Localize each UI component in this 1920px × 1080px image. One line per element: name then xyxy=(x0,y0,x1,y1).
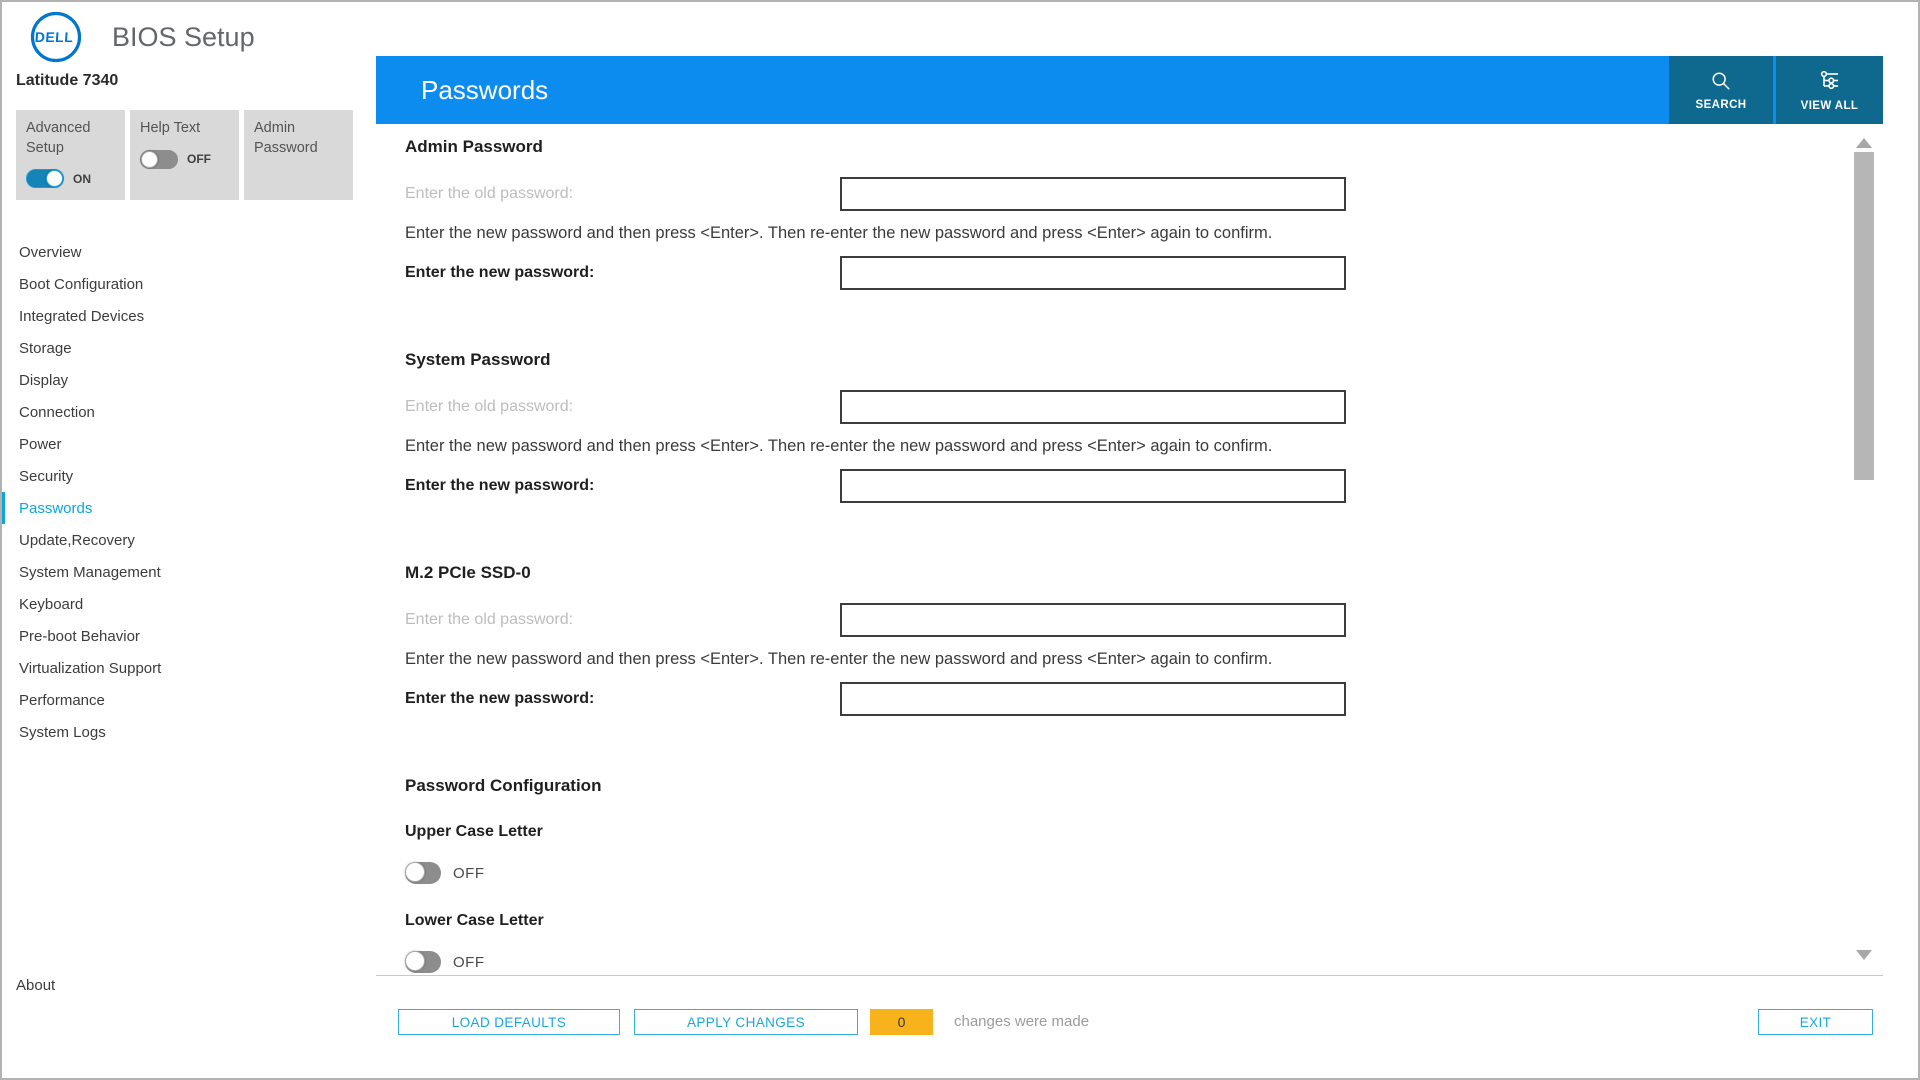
apply-changes-button[interactable]: APPLY CHANGES xyxy=(634,1009,858,1035)
section-title: Admin Password xyxy=(405,137,543,156)
help-text-label: Help Text xyxy=(140,120,201,136)
page-title: Passwords xyxy=(421,74,549,105)
search-button-label: SEARCH xyxy=(1695,98,1747,111)
password-configuration-section xyxy=(405,776,1883,974)
old-password-label: Enter the old password: xyxy=(405,398,574,415)
password-instruction: Enter the new password and then press <Enter>. Then re-enter the new password and press <Enter> again to confirm. xyxy=(405,224,1273,242)
sidebar-item-virtualization-support[interactable]: Virtualization Support xyxy=(19,659,162,677)
toggle-knob xyxy=(405,951,425,971)
sidebar-item-connection[interactable]: Connection xyxy=(19,403,95,421)
upper-case-letter-toggle[interactable] xyxy=(405,862,441,884)
advanced-setup-card xyxy=(16,110,125,200)
about-link[interactable]: About xyxy=(16,977,56,994)
admin-new-password-input[interactable] xyxy=(840,256,1346,290)
scrollbar-thumb[interactable] xyxy=(1854,152,1874,480)
ssd-new-password-input[interactable] xyxy=(840,682,1346,716)
lower-case-letter-toggle[interactable] xyxy=(405,951,441,973)
sidebar-item-keyboard[interactable]: Keyboard xyxy=(19,595,84,613)
load-defaults-button[interactable]: LOAD DEFAULTS xyxy=(398,1009,620,1035)
view-all-button-label: VIEW ALL xyxy=(1800,99,1859,112)
admin-old-password-input[interactable] xyxy=(840,177,1346,211)
sidebar-item-boot-configuration[interactable]: Boot Configuration xyxy=(19,275,144,293)
sidebar-item-system-management[interactable]: System Management xyxy=(19,563,161,581)
scrollbar-down-arrow-icon[interactable] xyxy=(1856,950,1872,960)
admin-password-card[interactable] xyxy=(244,110,353,200)
help-text-card xyxy=(130,110,239,200)
sidebar-item-pre-boot-behavior[interactable]: Pre-boot Behavior xyxy=(19,627,140,645)
sidebar-item-overview[interactable]: Overview xyxy=(19,243,82,261)
lower-case-letter-label: Lower Case Letter xyxy=(405,912,544,929)
sidebar-item-display[interactable]: Display xyxy=(19,371,69,389)
system-password-section xyxy=(405,350,1883,505)
search-button[interactable] xyxy=(1669,56,1773,124)
advanced-setup-state: ON xyxy=(73,171,91,186)
svg-text:DELL: DELL xyxy=(34,29,74,45)
sidebar-item-power[interactable]: Power xyxy=(19,435,62,453)
advanced-setup-label: Advanced Setup xyxy=(26,120,91,156)
changes-count-badge: 0 xyxy=(870,1009,933,1035)
advanced-setup-toggle[interactable] xyxy=(26,169,64,188)
ssd-password-section xyxy=(405,563,1883,718)
scrollbar-up-arrow-icon[interactable] xyxy=(1856,138,1872,148)
password-instruction: Enter the new password and then press <Enter>. Then re-enter the new password and press <Enter> again to confirm. xyxy=(405,437,1273,455)
admin-password-section xyxy=(405,137,1883,292)
ssd-old-password-input[interactable] xyxy=(840,603,1346,637)
sidebar-item-storage[interactable]: Storage xyxy=(19,339,72,357)
toggle-knob xyxy=(405,862,425,882)
model-name: Latitude 7340 xyxy=(16,72,119,89)
section-title: M.2 PCIe SSD-0 xyxy=(405,563,531,582)
exit-button[interactable]: EXIT xyxy=(1758,1009,1873,1035)
old-password-label: Enter the old password: xyxy=(405,611,574,628)
help-text-toggle[interactable] xyxy=(140,150,178,169)
old-password-label: Enter the old password: xyxy=(405,185,574,202)
system-old-password-input[interactable] xyxy=(840,390,1346,424)
section-title: System Password xyxy=(405,350,551,369)
admin-password-card-label: Admin Password xyxy=(254,120,318,156)
upper-case-letter-state: OFF xyxy=(453,864,485,882)
sidebar-item-security[interactable]: Security xyxy=(19,467,74,485)
sidebar-item-update-recovery[interactable]: Update,Recovery xyxy=(19,531,135,549)
quick-settings-cards xyxy=(16,110,353,200)
app-title: BIOS Setup xyxy=(112,22,255,52)
lower-case-letter-state: OFF xyxy=(453,953,485,971)
upper-case-letter-label: Upper Case Letter xyxy=(405,823,543,840)
view-all-icon xyxy=(1818,69,1842,93)
content-divider xyxy=(376,975,1883,976)
sidebar-item-performance[interactable]: Performance xyxy=(19,691,105,709)
changes-made-text: changes were made xyxy=(954,1013,1090,1030)
sidebar-item-system-logs[interactable]: System Logs xyxy=(19,723,106,741)
search-icon xyxy=(1710,70,1732,92)
toggle-knob xyxy=(46,170,63,187)
password-configuration-title: Password Configuration xyxy=(405,776,602,795)
sidebar-item-integrated-devices[interactable]: Integrated Devices xyxy=(19,307,145,325)
dell-logo-icon xyxy=(29,10,83,64)
new-password-label: Enter the new password: xyxy=(405,264,595,281)
view-all-button[interactable] xyxy=(1776,56,1883,124)
toggle-knob xyxy=(141,151,158,168)
sidebar-menu xyxy=(2,236,376,748)
password-instruction: Enter the new password and then press <Enter>. Then re-enter the new password and press <Enter> again to confirm. xyxy=(405,650,1273,668)
page-header xyxy=(376,56,1883,124)
new-password-label: Enter the new password: xyxy=(405,690,595,707)
sidebar-item-passwords[interactable]: Passwords xyxy=(2,492,376,524)
system-new-password-input[interactable] xyxy=(840,469,1346,503)
help-text-state: OFF xyxy=(187,152,211,167)
new-password-label: Enter the new password: xyxy=(405,477,595,494)
passwords-content xyxy=(376,124,1883,975)
